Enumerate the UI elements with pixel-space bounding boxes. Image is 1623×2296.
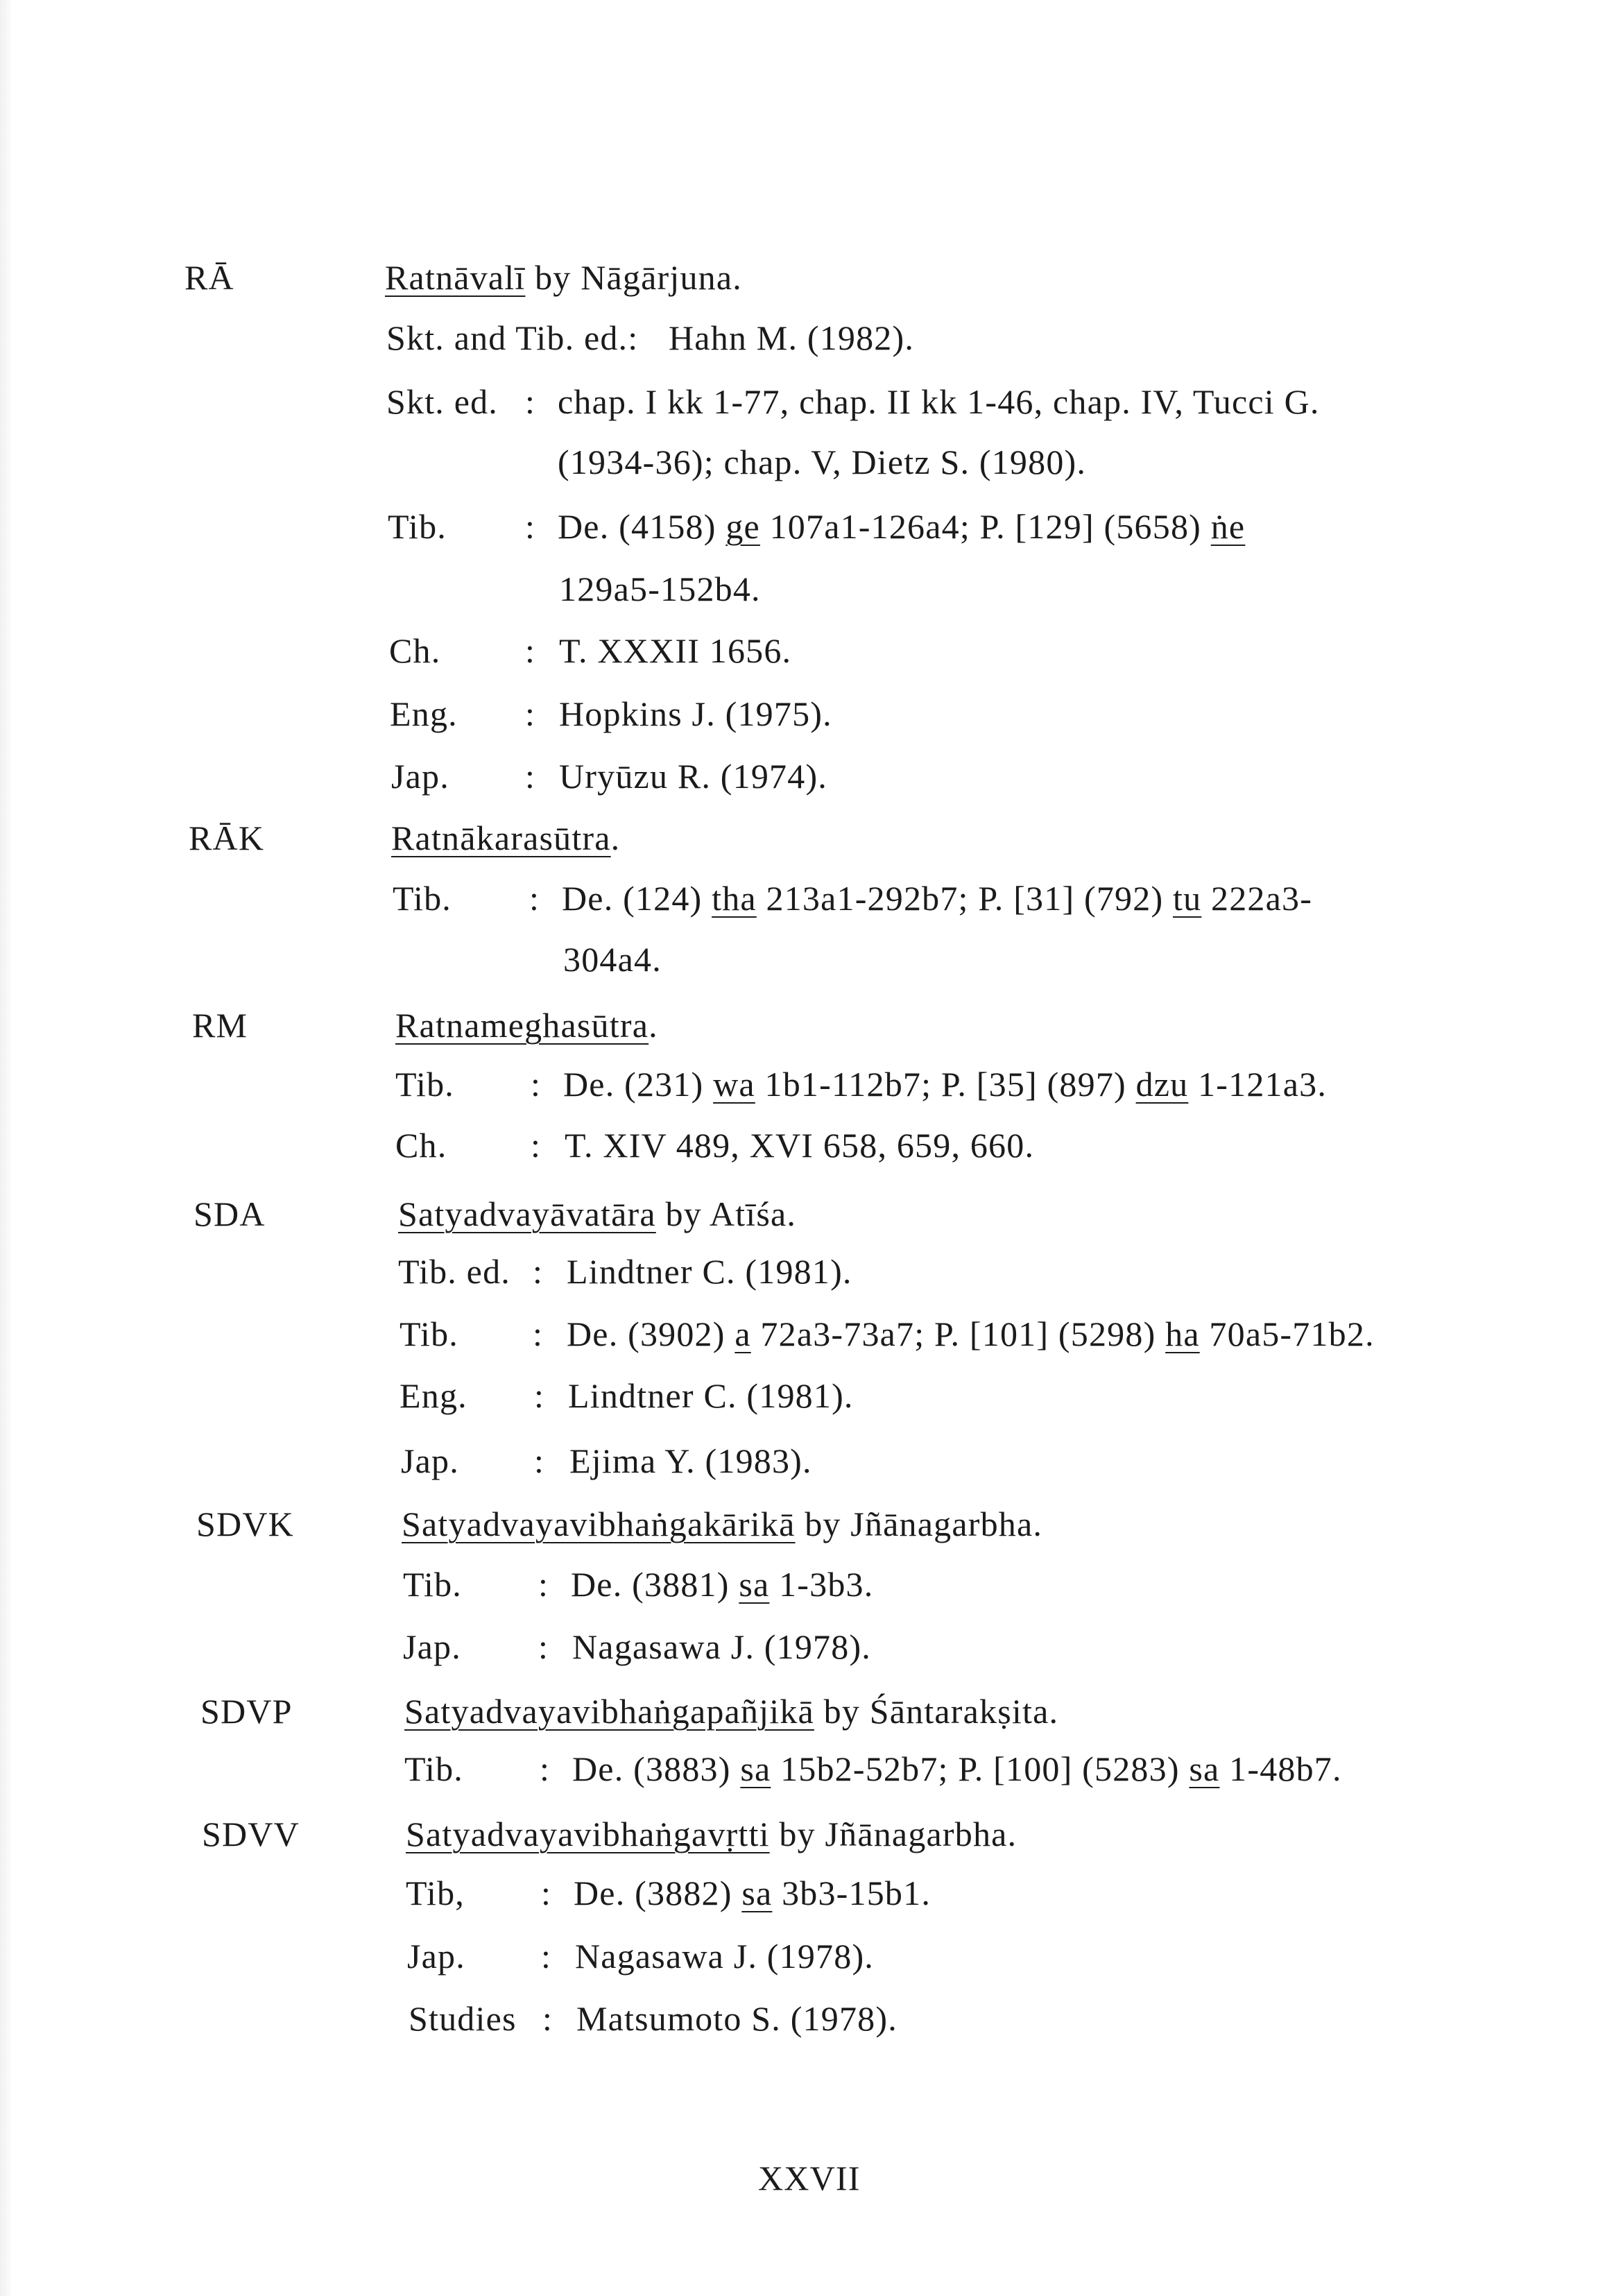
volume-siglum: sa	[741, 1874, 773, 1912]
volume-siglum: tu	[1173, 879, 1202, 918]
work-title-line	[406, 1815, 1017, 1853]
detail-line	[0, 1441, 1623, 1480]
source-reference: T. XXXII 1656.	[559, 631, 792, 670]
separator-colon: :	[533, 1314, 544, 1353]
reference-text: De. (124)	[562, 879, 703, 918]
separator-colon: :	[525, 382, 536, 421]
source-reference	[563, 1065, 1327, 1104]
source-reference: Nagasawa J. (1978).	[575, 1937, 875, 1976]
detail-line	[0, 1376, 1623, 1415]
source-label: Tib.	[395, 1065, 454, 1104]
source-label: Eng.	[400, 1376, 467, 1415]
separator-colon: :	[525, 694, 536, 733]
reference-text: De. (3883)	[572, 1749, 731, 1788]
source-reference: Lindtner C. (1981).	[567, 1252, 852, 1291]
abbreviation: SDVK	[196, 1505, 294, 1543]
source-reference	[572, 1749, 1342, 1788]
separator-colon: :	[531, 1065, 542, 1104]
volume-siglum: sa	[739, 1565, 770, 1604]
source-reference	[574, 1874, 931, 1912]
work-title: Ratnāvalī	[385, 258, 526, 297]
detail-line	[0, 382, 1623, 421]
title-rest: .	[610, 819, 621, 857]
source-reference: Hopkins J. (1975).	[559, 694, 832, 733]
detail-continuation-line	[0, 569, 1623, 608]
source-label: Jap.	[401, 1441, 459, 1480]
reference-text: 1-3b3.	[779, 1565, 874, 1604]
separator-colon: :	[525, 757, 536, 796]
reference-text: 70a5-71b2.	[1209, 1314, 1375, 1353]
source-label: Tib.	[393, 879, 452, 918]
work-title: Ratnākarasūtra	[391, 819, 611, 857]
separator-colon: :	[525, 507, 536, 546]
source-reference	[567, 1314, 1375, 1353]
source-reference: Uryūzu R. (1974).	[559, 757, 828, 796]
detail-line	[0, 1565, 1623, 1604]
source-reference	[571, 1565, 873, 1604]
separator-colon: :	[540, 1749, 551, 1788]
volume-siglum: tha	[712, 879, 757, 918]
separator-colon: :	[534, 1441, 545, 1480]
source-reference: Nagasawa J. (1978).	[572, 1627, 872, 1666]
source-label: Ch.	[389, 631, 441, 670]
detail-line	[0, 1937, 1623, 1976]
detail-line	[0, 694, 1623, 733]
work-title-line	[391, 819, 620, 857]
title-rest: by Jñānagarbha.	[779, 1815, 1017, 1853]
source-reference: Hahn M. (1982).	[669, 318, 915, 357]
title-rest: by Nāgārjuna.	[535, 258, 742, 297]
work-title-line	[404, 1692, 1058, 1731]
source-label: Tib.	[404, 1749, 463, 1788]
reference-text: De. (3881)	[571, 1565, 730, 1604]
reference-text: De. (4158)	[558, 507, 716, 546]
work-title: Ratnameghasūtra	[395, 1006, 649, 1045]
source-label: Eng.	[390, 694, 458, 733]
volume-siglum: sa	[1189, 1749, 1220, 1788]
volume-siglum: ge	[725, 507, 760, 546]
source-reference: 129a5-152b4.	[559, 569, 761, 608]
volume-siglum: a	[735, 1314, 751, 1353]
reference-text: De. (231)	[563, 1065, 704, 1104]
detail-line	[0, 1627, 1623, 1666]
reference-text: De. (3902)	[567, 1314, 725, 1353]
detail-continuation-line	[0, 940, 1623, 979]
separator-colon: :	[538, 1565, 549, 1604]
source-label: Skt. and Tib. ed.:	[386, 318, 639, 357]
source-reference: 304a4.	[563, 940, 662, 979]
reference-text: 222a3-	[1211, 879, 1313, 918]
reference-text: 72a3-73a7; P. [101] (5298)	[760, 1314, 1156, 1353]
separator-colon: :	[533, 1252, 544, 1291]
reference-text: 1-121a3.	[1198, 1065, 1328, 1104]
reference-text: 1-48b7.	[1229, 1749, 1342, 1788]
volume-siglum: sa	[740, 1749, 771, 1788]
source-label: Ch.	[395, 1126, 447, 1165]
volume-siglum: wa	[713, 1065, 755, 1104]
volume-siglum: dzu	[1135, 1065, 1189, 1104]
source-label: Skt. ed.	[386, 382, 498, 421]
source-label: Studies	[409, 1999, 517, 2038]
work-title: Satyadvayavibhaṅgavṛtti	[406, 1815, 770, 1853]
source-label: Jap.	[391, 757, 449, 796]
abbreviation: RĀ	[184, 258, 234, 297]
title-rest: .	[649, 1006, 658, 1045]
source-label: Tib. ed.	[398, 1252, 510, 1291]
detail-line	[0, 1252, 1623, 1291]
separator-colon: :	[541, 1937, 552, 1976]
reference-text: 1b1-112b7; P. [35] (897)	[764, 1065, 1126, 1104]
source-reference	[558, 507, 1245, 546]
separator-colon: :	[525, 631, 536, 670]
work-title-line	[398, 1194, 796, 1233]
abbreviation: SDVP	[200, 1692, 293, 1731]
detail-line	[0, 631, 1623, 670]
detail-line	[0, 1314, 1623, 1353]
detail-continuation-line	[0, 443, 1623, 481]
detail-line	[0, 507, 1623, 546]
work-title-line	[402, 1505, 1042, 1543]
source-reference	[562, 879, 1312, 918]
separator-colon: :	[529, 879, 540, 918]
source-label: Tib.	[400, 1314, 458, 1353]
reference-text: 3b3-15b1.	[782, 1874, 931, 1912]
separator-colon: :	[542, 1999, 553, 2038]
source-label: Tib.	[403, 1565, 462, 1604]
source-label: Tib.	[388, 507, 447, 546]
detail-line	[0, 1874, 1623, 1912]
reference-text: 15b2-52b7; P. [100] (5283)	[780, 1749, 1180, 1788]
detail-line	[0, 1065, 1623, 1104]
source-reference: T. XIV 489, XVI 658, 659, 660.	[565, 1126, 1035, 1165]
abbreviation: SDA	[194, 1194, 266, 1233]
title-rest: by Jñānagarbha.	[805, 1505, 1043, 1543]
source-reference: Lindtner C. (1981).	[568, 1376, 854, 1415]
source-label: Jap.	[403, 1627, 461, 1666]
abbreviation: RM	[192, 1006, 248, 1045]
reference-text: 107a1-126a4; P. [129] (5658)	[769, 507, 1202, 546]
source-reference: Ejima Y. (1983).	[569, 1441, 812, 1480]
reference-text: 213a1-292b7; P. [31] (792)	[766, 879, 1164, 918]
source-label: Tib,	[406, 1874, 465, 1912]
title-rest: by Śāntarakṣita.	[823, 1692, 1059, 1731]
work-title-line	[385, 258, 742, 297]
detail-line	[0, 879, 1623, 918]
detail-line	[0, 1999, 1623, 2038]
source-reference: (1934-36); chap. V, Dietz S. (1980).	[558, 443, 1087, 481]
detail-line	[0, 1126, 1623, 1165]
work-title: Satyadvayāvatāra	[398, 1194, 656, 1233]
page-number: XXVII	[758, 2159, 861, 2198]
separator-colon: :	[541, 1874, 552, 1912]
abbreviation: SDVV	[202, 1815, 300, 1853]
work-title: Satyadvayavibhaṅgakārikā	[402, 1505, 796, 1543]
detail-line	[0, 757, 1623, 796]
abbreviation: RĀK	[189, 819, 265, 857]
reference-text: De. (3882)	[574, 1874, 732, 1912]
source-reference: Matsumoto S. (1978).	[576, 1999, 898, 2038]
volume-siglum: ṅe	[1210, 507, 1246, 546]
separator-colon: :	[538, 1627, 549, 1666]
source-reference: chap. I kk 1-77, chap. II kk 1-46, chap. IV, Tucci G.	[558, 382, 1320, 421]
separator-colon: :	[531, 1126, 542, 1165]
work-title-line	[395, 1006, 658, 1045]
volume-siglum: ha	[1165, 1314, 1200, 1353]
detail-line	[0, 1749, 1623, 1788]
title-rest: by Atīśa.	[665, 1194, 797, 1233]
separator-colon: :	[534, 1376, 545, 1415]
detail-line	[0, 318, 1623, 357]
work-title: Satyadvayavibhaṅgapañjikā	[404, 1692, 814, 1731]
source-label: Jap.	[407, 1937, 465, 1976]
